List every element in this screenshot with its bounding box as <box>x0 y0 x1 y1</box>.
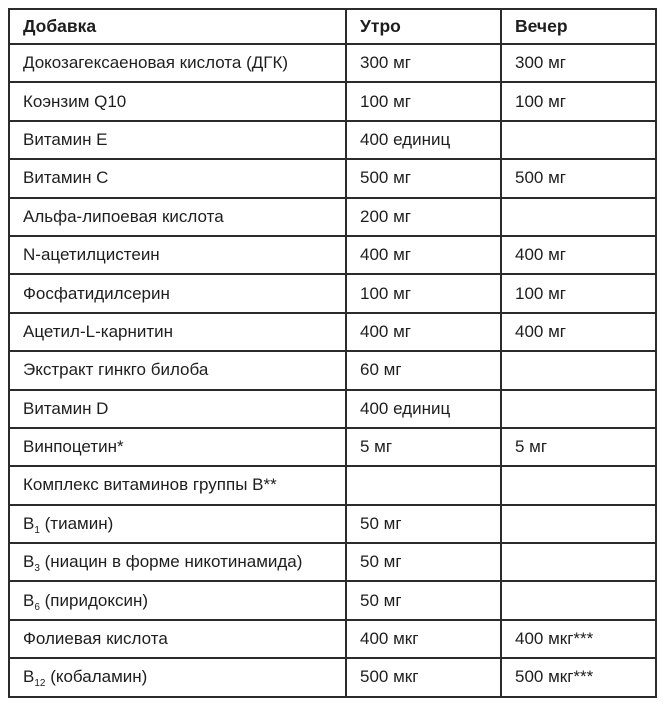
table-row <box>9 505 656 543</box>
morning-dose-cell: 400 мг <box>346 236 501 274</box>
table-row <box>9 274 656 312</box>
supplement-name-cell <box>9 505 346 543</box>
supplement-name-cell <box>9 313 346 351</box>
morning-dose-cell: 200 мг <box>346 198 501 236</box>
table-row <box>9 466 656 504</box>
supplement-name-text: Коэнзим Q10 <box>23 91 127 111</box>
table-row <box>9 44 656 82</box>
evening-dose-cell: 400 мкг*** <box>501 620 656 658</box>
evening-dose-cell <box>501 505 656 543</box>
supplement-name-text: Фолиевая кислота <box>23 629 168 649</box>
evening-dose-cell <box>501 581 656 619</box>
table-row <box>9 620 656 658</box>
supplement-name-cell <box>9 236 346 274</box>
supplement-name-cell <box>9 121 346 159</box>
supplement-name-text: B <box>23 590 35 610</box>
morning-dose-cell: 100 мг <box>346 82 501 120</box>
supplement-name-cell <box>9 543 346 581</box>
supplement-name-subscript: 1 <box>34 524 40 536</box>
morning-dose-cell: 5 мг <box>346 428 501 466</box>
supplement-table <box>8 8 657 698</box>
supplement-name-text: Витамин E <box>23 129 108 149</box>
supplement-name-text: N-ацетилцистеин <box>23 245 160 265</box>
header-evening: Вечер <box>501 9 656 44</box>
supplement-name-cell <box>9 351 346 389</box>
supplement-name-subscript: 6 <box>34 601 40 613</box>
evening-dose-cell <box>501 351 656 389</box>
table-row <box>9 390 656 428</box>
evening-dose-cell <box>501 198 656 236</box>
supplement-name-cell <box>9 44 346 82</box>
table-body <box>9 44 656 697</box>
morning-dose-cell: 500 мкг <box>346 658 501 696</box>
morning-dose-cell: 50 мг <box>346 581 501 619</box>
evening-dose-cell: 400 мг <box>501 313 656 351</box>
supplement-name-text: B <box>23 513 35 533</box>
table-row <box>9 543 656 581</box>
header-supplement: Добавка <box>9 9 346 44</box>
table-row <box>9 581 656 619</box>
supplement-name-cell <box>9 466 346 504</box>
table-row <box>9 82 656 120</box>
evening-dose-cell <box>501 543 656 581</box>
evening-dose-cell <box>501 466 656 504</box>
morning-dose-cell: 100 мг <box>346 274 501 312</box>
table-row <box>9 121 656 159</box>
supplement-name-cell <box>9 581 346 619</box>
supplement-name-text: (тиамин) <box>39 513 114 533</box>
supplement-name-text: Фосфатидилсерин <box>23 283 170 303</box>
evening-dose-cell: 400 мг <box>501 236 656 274</box>
table-row <box>9 351 656 389</box>
morning-dose-cell: 400 единиц <box>346 390 501 428</box>
supplement-name-text: (ниацин в форме никотинамида) <box>39 552 303 572</box>
morning-dose-cell: 400 единиц <box>346 121 501 159</box>
morning-dose-cell: 60 мг <box>346 351 501 389</box>
header-morning: Утро <box>346 9 501 44</box>
supplement-name-cell <box>9 274 346 312</box>
supplement-name-text: Докозагексаеновая кислота (ДГК) <box>23 53 289 73</box>
evening-dose-cell <box>501 390 656 428</box>
morning-dose-cell <box>346 466 501 504</box>
supplement-name-cell <box>9 620 346 658</box>
supplement-name-text: B <box>23 552 35 572</box>
supplement-name-text: (кобаламин) <box>45 667 148 687</box>
supplement-name-subscript: 3 <box>34 563 40 575</box>
header-row <box>9 9 656 44</box>
table-row <box>9 313 656 351</box>
supplement-name-cell <box>9 390 346 428</box>
supplement-name-cell <box>9 658 346 696</box>
table-row <box>9 159 656 197</box>
morning-dose-cell: 50 мг <box>346 543 501 581</box>
supplement-name-text: Альфа-липоевая кислота <box>23 206 224 226</box>
supplement-name-text: Витамин D <box>23 398 109 418</box>
supplement-name-text: B <box>23 667 35 687</box>
morning-dose-cell: 50 мг <box>346 505 501 543</box>
morning-dose-cell: 400 мг <box>346 313 501 351</box>
evening-dose-cell <box>501 121 656 159</box>
supplement-name-subscript: 12 <box>34 678 46 690</box>
evening-dose-cell: 5 мг <box>501 428 656 466</box>
table-row <box>9 198 656 236</box>
supplement-name-cell <box>9 159 346 197</box>
supplement-name-cell <box>9 198 346 236</box>
supplement-name-text: Экстракт гинкго билоба <box>23 360 209 380</box>
evening-dose-cell: 100 мг <box>501 82 656 120</box>
evening-dose-cell: 500 мг <box>501 159 656 197</box>
evening-dose-cell: 500 мкг*** <box>501 658 656 696</box>
supplement-name-text: Витамин C <box>23 168 109 188</box>
table-row <box>9 428 656 466</box>
table-row <box>9 236 656 274</box>
supplement-name-cell <box>9 82 346 120</box>
supplement-name-text: Комплекс витаминов группы B** <box>23 475 277 495</box>
evening-dose-cell: 300 мг <box>501 44 656 82</box>
supplement-name-text: (пиридоксин) <box>39 590 148 610</box>
supplement-name-cell <box>9 428 346 466</box>
evening-dose-cell: 100 мг <box>501 274 656 312</box>
table-row <box>9 658 656 696</box>
morning-dose-cell: 300 мг <box>346 44 501 82</box>
morning-dose-cell: 400 мкг <box>346 620 501 658</box>
supplement-name-text: Ацетил-L-карнитин <box>23 321 174 341</box>
supplement-name-text: Винпоцетин* <box>23 437 124 457</box>
morning-dose-cell: 500 мг <box>346 159 501 197</box>
